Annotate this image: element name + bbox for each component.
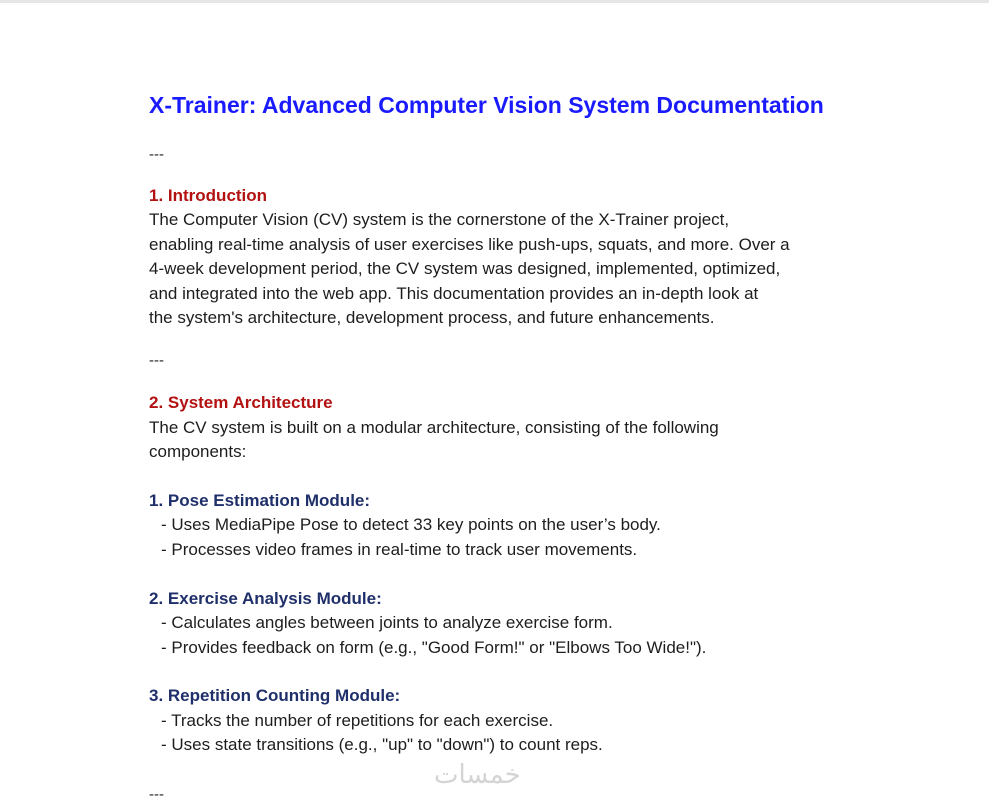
bullet-item: - Tracks the number of repetitions for each exercise. — [161, 711, 554, 730]
paragraph-line: components: — [149, 442, 247, 461]
page-top-border — [0, 0, 989, 3]
paragraph-line: The CV system is built on a modular architecture, consisting of the following — [149, 418, 719, 437]
bullet-item: - Uses state transitions (e.g., "up" to "down") to count reps. — [161, 735, 603, 754]
module-heading-repetition-counting: 3. Repetition Counting Module: — [149, 686, 401, 705]
watermark-logo: خمسات — [434, 760, 521, 790]
paragraph-line: 4-week development period, the CV system was designed, implemented, optimized, — [149, 259, 781, 278]
bullet-item: - Processes video frames in real-time to track user movements. — [161, 540, 638, 559]
paragraph-line: The Computer Vision (CV) system is the cornerstone of the X-Trainer project, — [149, 210, 730, 229]
module-heading-exercise-analysis: 2. Exercise Analysis Module: — [149, 589, 382, 608]
paragraph-line: enabling real-time analysis of user exercises like push-ups, squats, and more. Over a — [149, 235, 790, 254]
bullet-item: - Calculates angles between joints to analyze exercise form. — [161, 613, 613, 632]
section-heading-architecture: 2. System Architecture — [149, 393, 333, 412]
separator: --- — [149, 146, 164, 163]
bullet-item: - Provides feedback on form (e.g., "Good Form!" or "Elbows Too Wide!"). — [161, 638, 707, 657]
section-heading-introduction: 1. Introduction — [149, 186, 268, 205]
bullet-item: - Uses MediaPipe Pose to detect 33 key points on the user’s body. — [161, 515, 661, 534]
document-title: X-Trainer: Advanced Computer Vision System Documentation — [149, 92, 824, 118]
paragraph-line: the system's architecture, development process, and future enhancements. — [149, 308, 715, 327]
module-heading-pose-estimation: 1. Pose Estimation Module: — [149, 491, 371, 510]
paragraph-line: and integrated into the web app. This documentation provides an in-depth look at — [149, 284, 759, 303]
separator: --- — [149, 352, 164, 369]
separator: --- — [149, 786, 164, 803]
